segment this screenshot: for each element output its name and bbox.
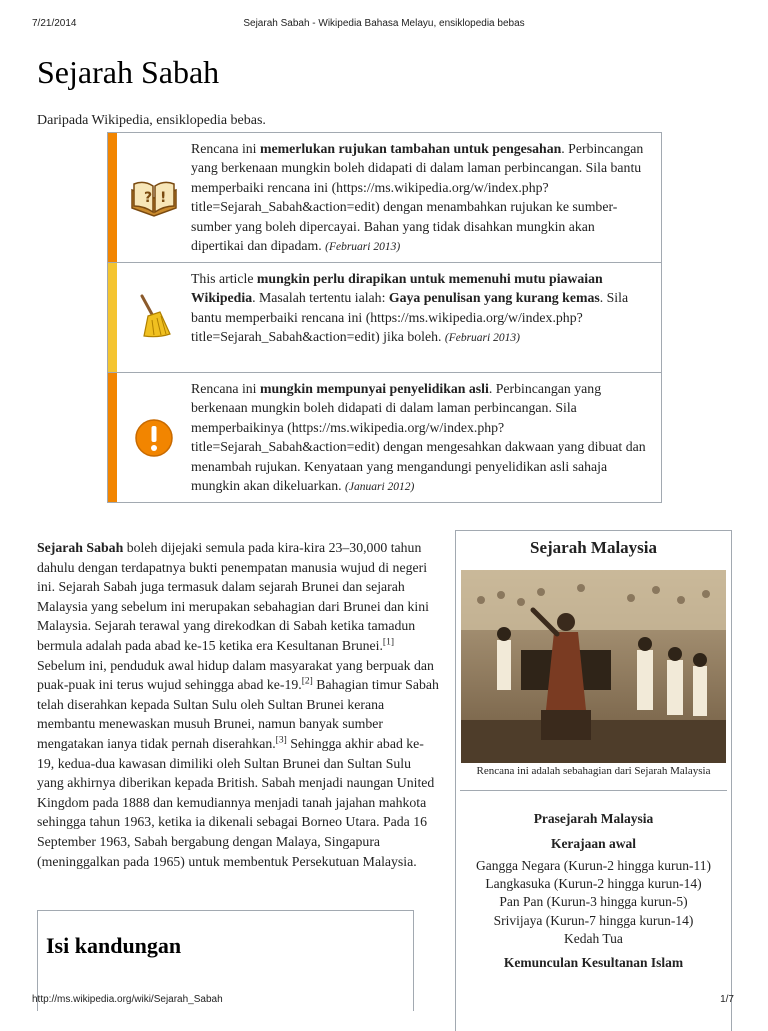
reference-link[interactable]: [3] xyxy=(275,735,287,746)
toc-heading: Isi kandungan xyxy=(46,933,182,958)
notice-refimprove xyxy=(108,133,661,263)
exclamation-icon xyxy=(122,413,186,463)
reference-link[interactable]: [1] xyxy=(382,637,394,648)
print-footer-url: http://ms.wikipedia.org/wiki/Sejarah_Sabah xyxy=(32,994,223,1005)
infobox-divider xyxy=(460,790,727,791)
article-lead-paragraph: Sejarah Sabah boleh dijejaki semula pada kira-kira 23–30,000 tahun dahulu dengan terdapatnya bukti penempatan manusia wujud di negeri ini. Sejarah Sabah juga termasuk dalam sejarah Brunei dan sejarah Malaysia yang sebelum ini merupakan sebahagian dari Brunei dan kini Malaysia. Sejarah terawal yang direkodkan di Sabah ketika tamadun bermula adalah pada abad ke-15 ketika era Kesultanan Brunei.[1] Sebelum ini, penduduk awal hidup dalam masyarakat yang berpuak dan puak-puak ini terus wujud sehingga abad ke-19.[2] Bahagian timur Sabah telah diserahkan kepada Sultan Sulu oleh Sultan Brunei kerana membantu menewaskan musuh Brunei, namun banyak sumber mengatakan ianya tidak pernah diserahkan.[3] Sehingga akhir abad ke-19, kedua-dua kawasan dimiliki oleh Sultan Brunei dan Sultan Sulu yang akhirnya diberikan kepada British. Sabah menjadi naungan United Kingdom pada 1888 dan kemudiannya menjadi tanah jajahan mahkota sehingga tahun 1963, ketika ia dikenali sebagai Borneo Utara. Pada 16 September 1963, Sabah bergabung dengan Malaya, Singapura (meninggalkan pada 1965) untuk membentuk Persekutuan Malaysia. xyxy=(37,540,439,869)
book-icon xyxy=(122,173,186,223)
svg-text:?: ? xyxy=(144,190,153,206)
print-header-title: Sejarah Sabah - Wikipedia Bahasa Melayu, ensiklopedia bebas xyxy=(243,18,525,29)
list-item[interactable]: Gangga Negara (Kurun-2 hingga kurun-11) xyxy=(476,858,711,873)
notice-date: (Februari 2013) xyxy=(325,241,401,254)
notice-bar xyxy=(108,263,117,372)
infobox-section-kerajaan-awal: Kerajaan awal xyxy=(550,836,637,851)
broom-icon xyxy=(122,291,186,341)
print-date: 7/21/2014 xyxy=(32,18,77,29)
svg-text:!: ! xyxy=(160,190,167,206)
list-item[interactable]: Pan Pan (Kurun-3 hingga kurun-5) xyxy=(499,894,688,910)
notice-date: (Februari 2013) xyxy=(444,332,520,345)
page-title: Sejarah Sabah xyxy=(37,54,220,90)
notice-bar xyxy=(108,373,117,502)
notice-original-research xyxy=(108,373,661,503)
print-page-number: 1/7 xyxy=(720,994,734,1005)
infobox-section-kesultanan: Kemunculan Kesultanan Islam xyxy=(503,955,684,970)
maintenance-notices xyxy=(107,132,662,503)
notice-bar xyxy=(108,133,117,262)
notice-text: Rencana ini memerlukan rujukan tambahan untuk pengesahan. Perbincangan yang berkenaan mungkin boleh didapati di dalam laman perbincangan. Sila bantu memperbaiki rencana ini (https://ms.wikipedia.org/w/index.php?title=Sejarah_Sabah&action=edit) dengan menambahkan rujukan ke sumber-sumber yang boleh dipercayai. Bahan yang tidak disahkan mungkin akan dipertikai dan dipadam. (Februari 2013) xyxy=(191,141,644,254)
infobox-sejarah-malaysia xyxy=(455,530,732,1031)
notice-text: This article mungkin perlu dirapikan untuk memenuhi mutu piawaian Wikipedia. Masalah tertentu ialah: Gaya penulisan yang kurang kemas. Sila bantu memperbaiki rencana ini (https://ms.wikipedia.org/w/index.php?title=Sejarah_Sabah&action=edit) jika boleh. (Februari 2013) xyxy=(191,271,629,345)
notice-text: Rencana ini mungkin mempunyai penyelidikan asli. Perbincangan yang berkenaan mungkin boleh didapati di dalam laman perbincangan. Sila memperbaikinya (https://ms.wikipedia.org/w/index.php?title=Sejarah_Sabah&action=edit) dengan mengesahkan dakwaan yang dibuat dan menambah rujukan. Kenyataan yang mengandungi penyelidikan asli sahaja mungkin akan dikeluarkan. (Januari 2012) xyxy=(191,381,646,494)
list-item[interactable]: Langkasuka (Kurun-2 hingga kurun-14) xyxy=(485,876,702,892)
notice-date: (Januari 2012) xyxy=(345,481,415,494)
infobox-photo[interactable] xyxy=(461,570,726,763)
reference-link[interactable]: [2] xyxy=(301,676,313,687)
page-subtitle: Daripada Wikipedia, ensiklopedia bebas. xyxy=(37,113,266,128)
infobox-kingdom-list xyxy=(456,857,731,948)
infobox-section-prasejarah[interactable]: Prasejarah Malaysia xyxy=(533,811,654,826)
infobox-title: Sejarah Malaysia xyxy=(529,538,658,557)
list-item[interactable]: Srivijaya (Kurun-7 hingga kurun-14) xyxy=(493,912,694,928)
notice-cleanup xyxy=(108,263,661,373)
list-item[interactable]: Kedah Tua xyxy=(564,930,623,946)
lead-bold-term: Sejarah Sabah xyxy=(37,540,124,555)
infobox-caption: Rencana ini adalah sebahagian dari Sejarah Malaysia xyxy=(476,765,711,777)
